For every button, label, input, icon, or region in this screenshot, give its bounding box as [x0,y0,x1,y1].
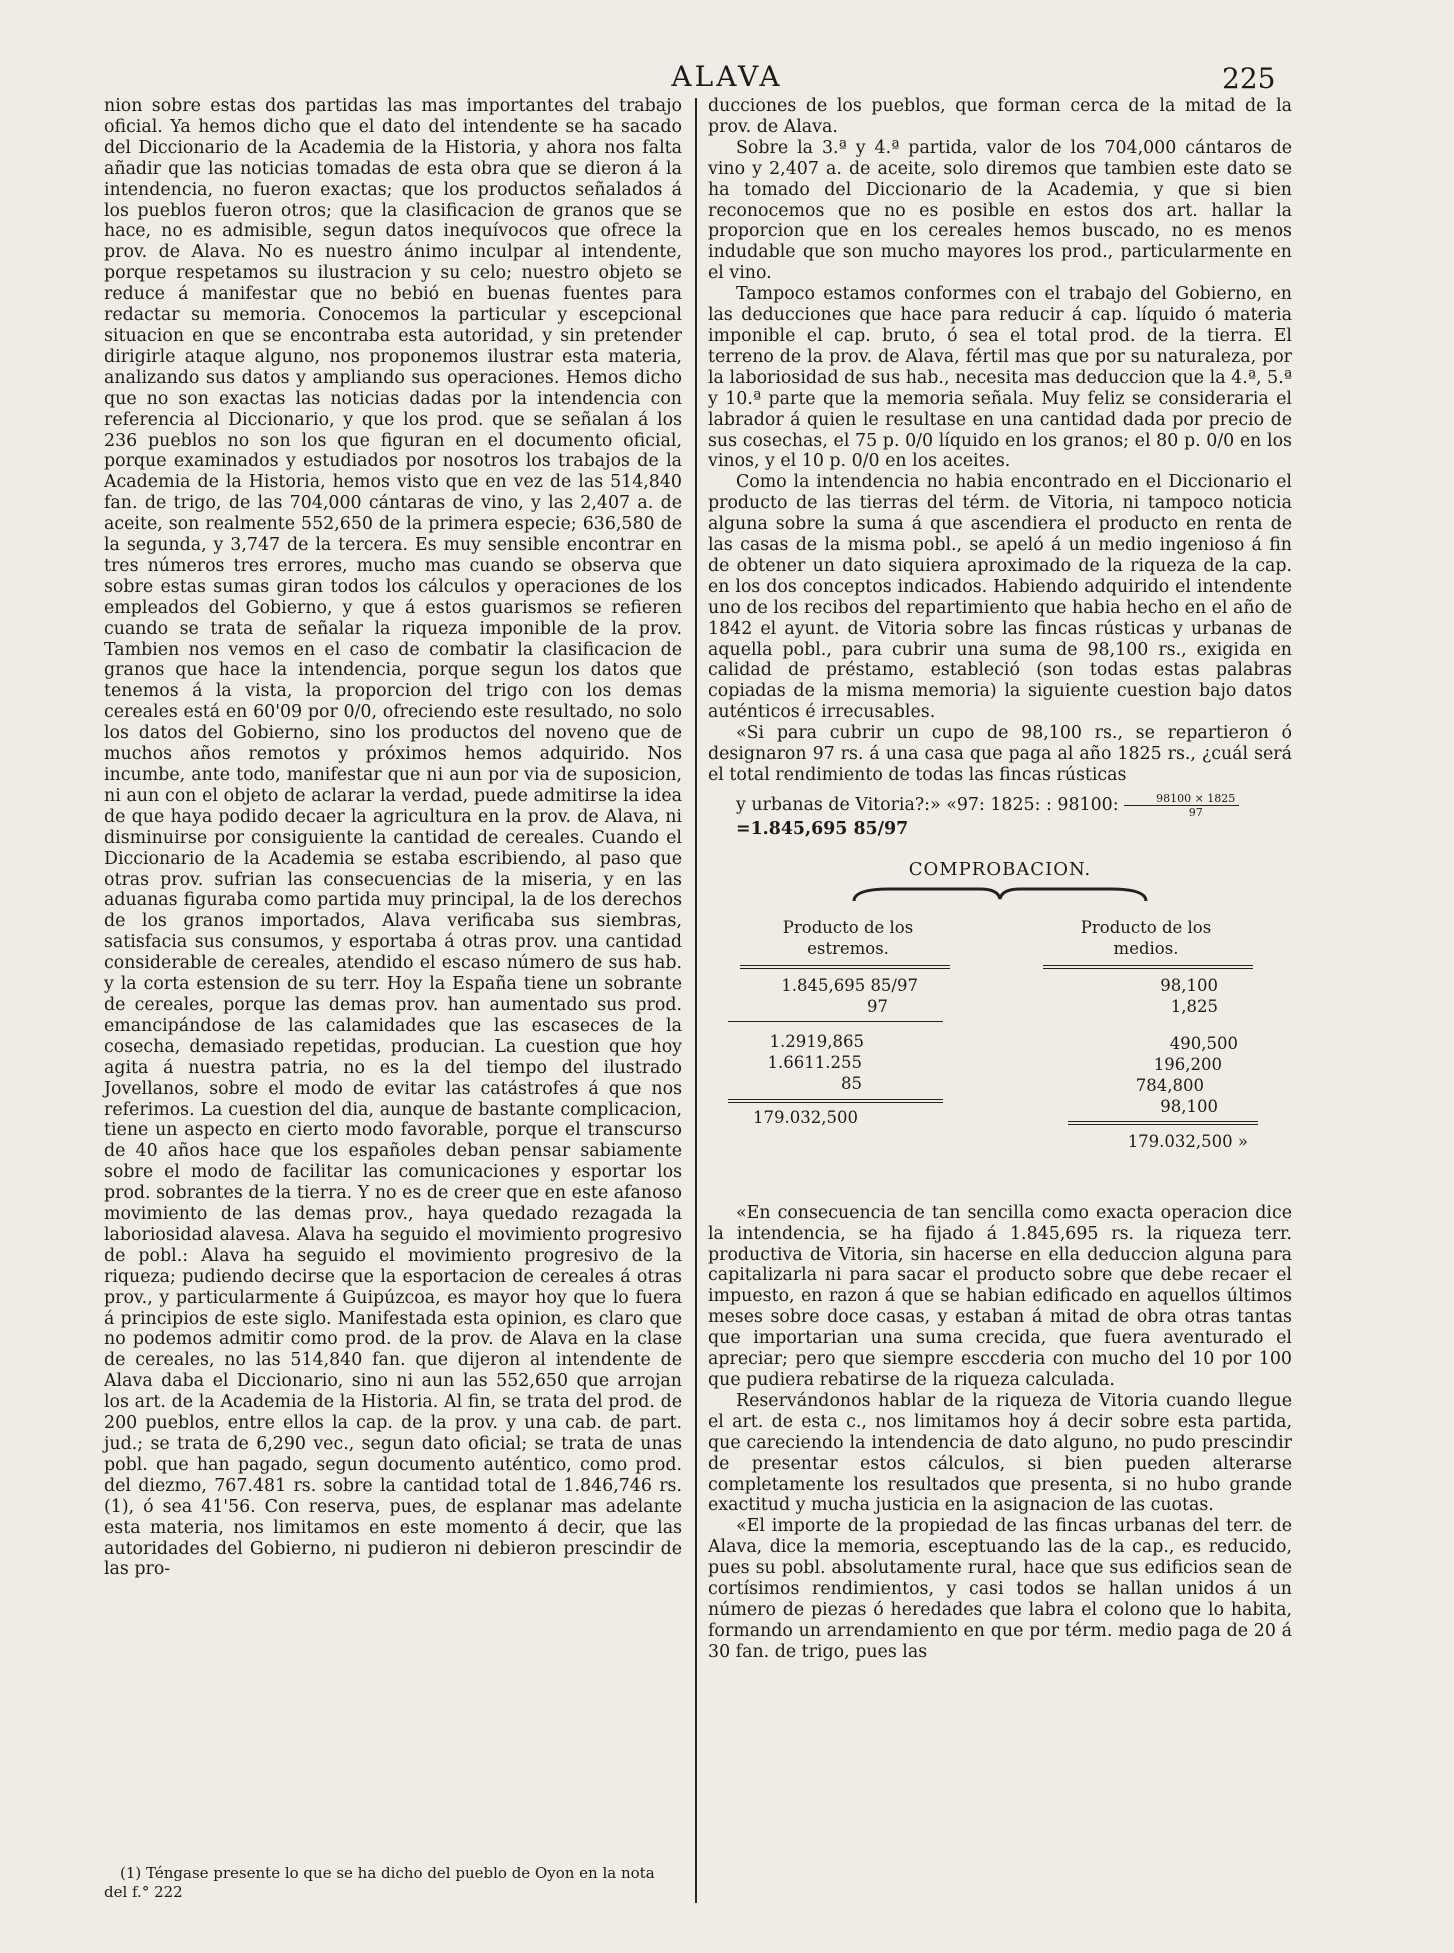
paragraph: Tampoco estamos conformes con el trabajo del Gobierno, en las deducciones que hace para reducir á cap. líquido ó materia imponible el cap. bruto, ó sea el total prod. de la tierra. El terreno de la prov. de Alava, fértil mas que por su naturaleza, por la laboriosidad de sus hab., necesita mas deduccion que la 4.ª, 5.ª y 10.ª parte que la memoria señala. Muy feliz se consideraria el labrador á quien le resultase en una cantidad dada por precio de sus cosechas, el 75 p. 0/0 líquido en los granos; el 80 p. 0/0 en los vinos, y el 10 p. 0/0 en los aceites. [708,284,1292,472]
formula [708,792,1292,819]
left-header: Producto de los estremos. [782,917,914,958]
left-value: 1.845,695 85/97 [781,975,918,995]
page-number: 225 [1222,62,1276,95]
formula-text: y urbanas de Vitoria?:» «97: 1825: : 98100: [736,794,1119,815]
left-value: 1.6611.255 [767,1052,862,1072]
paragraph: ducciones de los pueblos, que forman cerca de la mitad de la prov. de Alava. [708,96,1292,137]
comprobacion-title: COMPROBACION. [908,858,1092,880]
table-rule [1043,965,1253,969]
paragraph: «En consecuencia de tan sencilla como exacta operacion dice la intendencia, se ha fijado á 1.845,695 rs. la riqueza terr. productiva de Vitoria, sin hacerse en ella deduccion alguna para capitalizarla ni para sacar el producto sobre que debe recaer el impuesto, en razon á que se habian edificado en aquellos últimos meses sobre doce casas, y estaban á mitad de obra otras tantas que importarian una suma crecida, que fuera aventurado el apreciar; pero que siempre esccderia con mucho del 10 por 100 que pudiera rebatirse de la riqueza calculada. [708,1202,1292,1390]
paragraph: nion sobre estas dos partidas las mas importantes del trabajo oficial. Ya hemos dicho que el dato del intendente se ha sacado del Diccionario de la Academia de la Historia, y ahora nos falta añadir que las noticias tomadas de esta obra que se dieron á la intendencia, no fueron exactas; que los productos señalados á los pueblos fueron otros; que la clasificacion de granos que se hace, no es admisible, segun datos inequívocos que ofrece la prov. de Alava. No es nuestro ánimo inculpar al intendente, porque respetamos su ilustracion y su celo; nuestro objeto se reduce á manifestar que no bebió en buenas fuentes para redactar su memoria. Conocemos la particular y escepcional situacion en que se encontraba esta autoridad, y sin pretender dirigirle ataque alguno, nos proponemos ilustrar esta materia, analizando sus datos y ampliando sus operaciones. Hemos dicho que no son exactas las noticias dadas por la intendencia con referencia al Diccionario, y que los prod. que se señalan á los 236 pueblos no son los que figuran en el documento oficial, porque examinados y estudiados por nosotros los trabajos de la Academia de la Historia, hemos visto que en vez de las 514,840 fan. de trigo, de las 704,000 cántaras de vino, y las 2,407 a. de aceite, son realmente 552,650 de la primera especie; 636,580 de la segunda, y 3,747 de la tercera. Es muy sensible encontrar en tres números tres errores, mucho mas cuando se observa que sobre estas sumas giran todos los cálculos y operaciones de los empleados del Gobierno, y que á estos guarismos se refieren cuando se trata de señalar la riqueza imponible de la prov. Tambien nos vemos en el caso de combatir la clasificacion de granos que hace la intendencia, porque segun los datos que tenemos á la vista, la proporcion del trigo con los demas cereales está en 60'09 por 0/0, ofreciendo este resultado, no solo los datos del Gobierno, sino los productos del noveno que de muchos años remotos y próximos hemos adquirido. Nos incumbe, ante todo, manifestar que ni aun por via de suposicion, ni aun con el objeto de aclarar la verdad, puede admitirse la idea de que haya podido decaer la agricultura en la prov. de Alava, ni disminuirse por consiguiente la cantidad de cereales. Cuando el Diccionario de la Academia se estaba escribiendo, al paso que otras prov. sufrian las consecuencias de la miseria, y en las aduanas figuraba como partida muy principal, la de los derechos de los granos importados, Alava verificaba sus siembras, satisfacia sus consumos, y esportaba á otras prov. una cantidad considerable de cereales, atendido el escaso número de sus hab. y la corta estension de su terr. Hoy la España tiene un sobrante de cereales, porque las demas prov. han aumentado sus prod. emancipándose de las calamidades que las escaseces de la cosecha, demasiado repetidas, producian. La cuestion que hoy agita á nuestra patria, no es la del tiempo del ilustrado Jovellanos, sobre el modo de evitar las catástrofes á que nos referimos. La cuestion del dia, aunque de bastante complicacion, tiene un aspecto en cierto modo favorable, porque el transcurso de 40 años hace que los españoles deban pensar sabiamente sobre el modo de facilitar las comunicaciones y esportar los prod. sobrantes de la tierra. Y no es de creer que en este afanoso movimiento de las demas prov., haya quedado rezagada la laboriosidad alavesa. Alava ha seguido el movimiento progresivo de pobl.: Alava ha seguido el movimiento progresivo de la riqueza; pudiendo decirse que la esportacion de cereales á otras prov., y particularmente á Guipúzcoa, es mayor hoy que lo fuera á principios de este siglo. Manifestada esta opinion, es claro que no podemos admitir como prod. de la prov. de Alava en la clase de cereales, no las 514,840 fan. que dijeron al intendente de Alava daba el Diccionario, sino ni aun las 552,650 que arrojan los art. de la Academia de la Historia. Al fin, se trata del prod. de 200 pueblos, entre ellos la cap. de la prov. y una cab. de part. jud.; se trata de 6,290 vec., segun dato oficial; se trata de unas pobl. que han pagado, segun documento auténtico, como prod. del diezmo, 767.481 rs. sobre la cantidad total de 1.846,746 rs. (1), ó sea 41'56. Con reserva, pues, de esplanar mas adelante esta materia, nos limitamos en este momento á decir, que las autoridades del Gobierno, ni pudieron ni debieron prescindir de las pro- [104,96,682,1580]
left-value: 1.2919,865 [769,1031,864,1051]
paragraph: «Si para cubrir un cupo de 98,100 rs., se repartieron ó designaron 97 rs. á una casa que paga al año 1825 rs., ¿cuál será el total rendimiento de todas las fincas rústicas [708,723,1292,785]
column-divider [695,98,697,1903]
continuation-text [708,1203,1292,1663]
footnote: (1) Téngase presente lo que se ha dicho del pueblo de Oyon en la nota del f.° 222 [104,1864,655,1901]
right-column [708,96,1292,1663]
table-rule [728,1099,943,1103]
formula-denominator: 97 [1188,805,1203,819]
left-value: 97 [867,996,888,1016]
formula-result: =1.845,695 85/97 [736,818,909,839]
right-value: 196,200 [1153,1054,1222,1074]
paragraph: Reservándonos hablar de la riqueza de Vitoria cuando llegue el art. de esta c., nos limitamos hoy á decir sobre esta partida, que careciendo la intendencia de dato alguno, no pudo prescindir de presentar estos cálculos, si bien pueden alterarse completamente los resultados que presenta, si no hubo grande exactitud y mucha justicia en la asignacion de las cuotas. [708,1390,1292,1516]
table-rule [728,1021,943,1022]
formula-fraction [1124,792,1239,819]
left-value: 179.032,500 [753,1107,858,1127]
left-column [104,96,682,1580]
right-header: Producto de los medios. [1080,917,1212,958]
page-title: ALAVA [671,60,783,93]
formula-numerator: 98100 × 1825 [1124,792,1239,806]
right-value: 98,100 [1160,975,1218,995]
right-value: 784,800 [1135,1075,1204,1095]
table-rule [740,965,950,969]
right-value: 1,825 [1170,996,1218,1016]
left-value: 85 [841,1073,862,1093]
brace-ornament [850,883,1150,905]
paragraph: Sobre la 3.ª y 4.ª partida, valor de los 704,000 cántaros de vino y 2,407 a. de aceite, solo diremos que tambien este dato se ha tomado del Diccionario de la Academia, y que si bien reconocemos que no es posible en estos dos art. hallar la proporcion que en los cereales hemos buscado, no es menos indudable que son mucho mayores los prod., particularmente en el vino. [708,137,1292,284]
right-value: 179.032,500 » [1127,1131,1248,1151]
right-value: 98,100 [1160,1096,1218,1116]
paragraph: «El importe de la propiedad de las fincas urbanas del terr. de Alava, dice la memoria, esceptuando las de la cap., es reducido, pues su pobl. absolutamente rural, hace que sus edificios sean de cortísimos rendimientos, y casi todos se hallan unidos á un número de piezas ó heredades que labra el colono que lo habita, formando un arrendamiento en que por térm. medio paga de 20 á 30 fan. de trigo, pues las [708,1516,1292,1662]
paragraph: Como la intendencia no habia encontrado en el Diccionario el producto de las tierras del térm. de Vitoria, ni tampoco noticia alguna sobre la suma á que ascendiera el producto en renta de las casas de la misma pobl., se apeló á un medio ingenioso á fin de obtener un dato siquiera aproximado de la riqueza de la cap. en los dos conceptos indicados. Habiendo adquirido el intendente uno de los recibos del repartimiento que habia hecho en el año de 1842 el ayunt. de Vitoria sobre las fincas rústicas y urbanas de aquella pobl., para cubrir una suma de 98,100 rs., exigida en calidad de préstamo, estableció (son todas estas palabras copiadas de la misma memoria) la siguiente cuestion bajo datos auténticos é irrecusables. [708,472,1292,723]
comprobacion-table [708,917,1292,1187]
table-rule [1068,1121,1258,1125]
right-value: 490,500 [1169,1033,1238,1053]
